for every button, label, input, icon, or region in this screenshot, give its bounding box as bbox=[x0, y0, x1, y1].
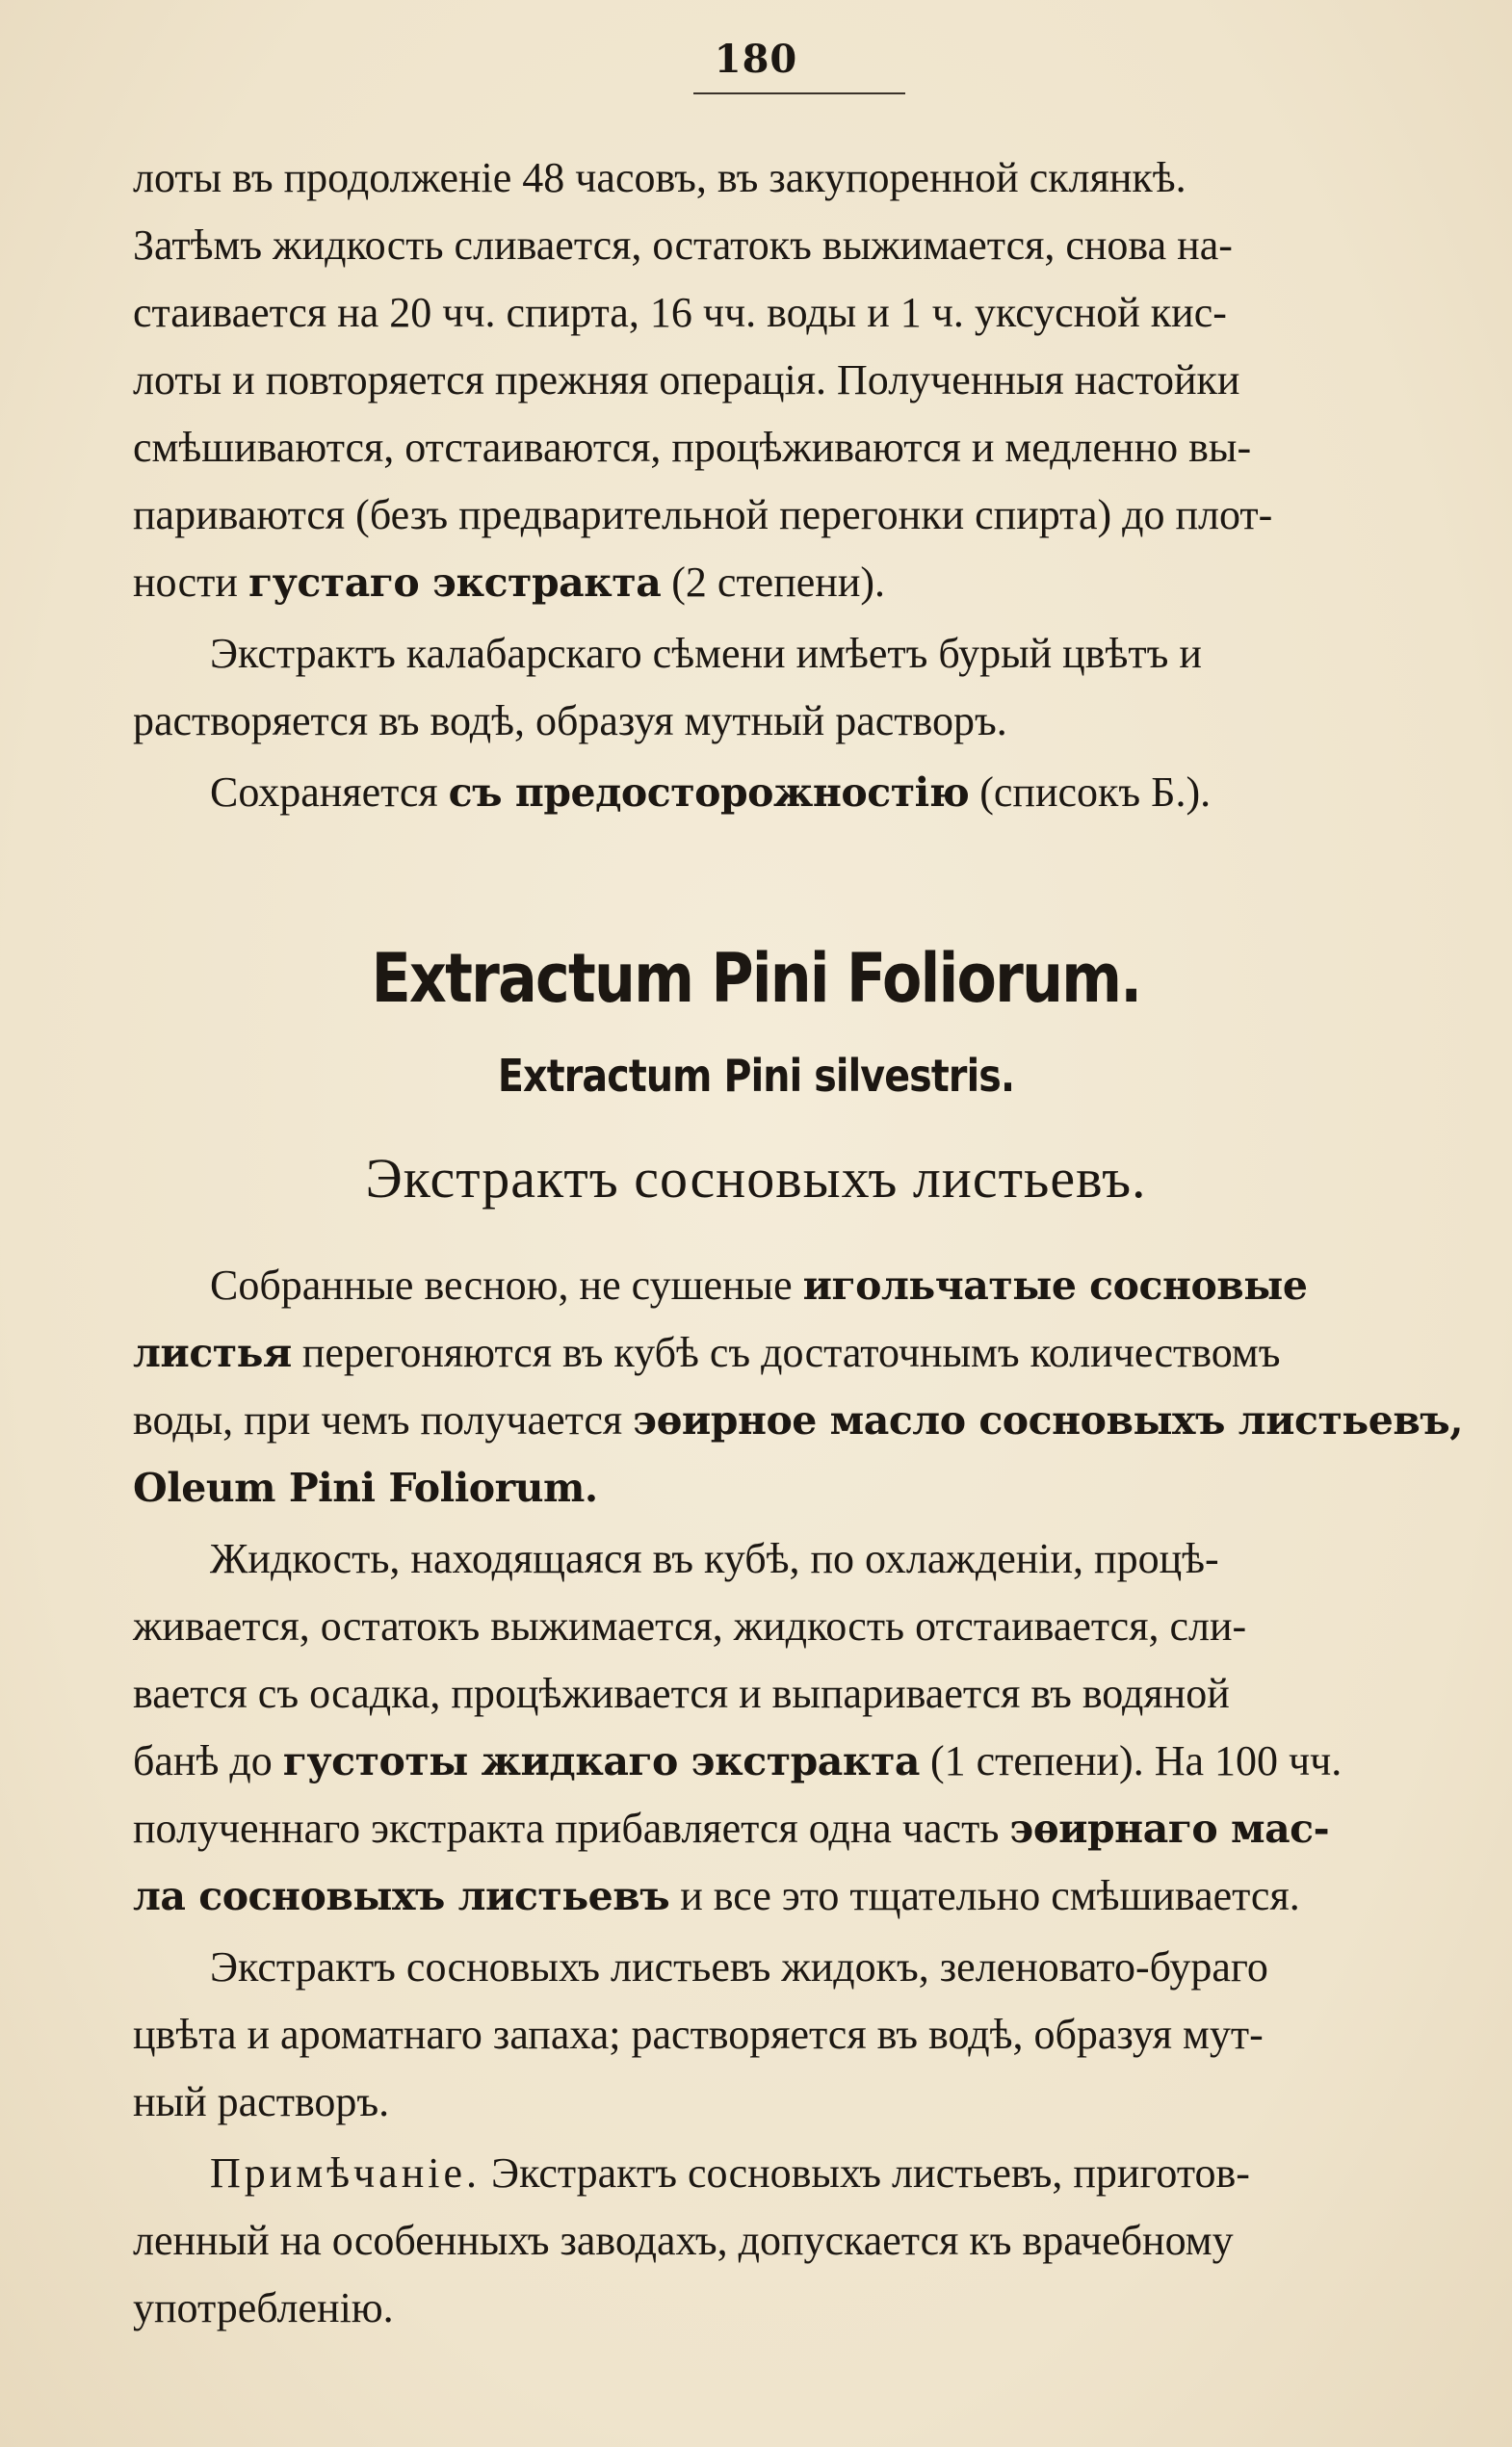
text-run: полученнаго экстракта прибавляется одна часть bbox=[133, 1805, 1010, 1852]
spaced-text: Примѣчаніе. bbox=[210, 2149, 482, 2197]
text-run: (1 степени). На 100 чч. bbox=[919, 1737, 1343, 1784]
page-number: 180 bbox=[714, 37, 798, 82]
paragraph bbox=[133, 2140, 1464, 2342]
text-run: лоты въ продолженіе 48 часовъ, въ закупоренной склянкѣ. bbox=[133, 154, 1186, 201]
text-run: ный растворъ. bbox=[133, 2078, 390, 2125]
text-run: воды, при чемъ получается bbox=[133, 1396, 634, 1444]
text-run: Жидкость, находящаяся въ кубѣ, по охлажденіи, процѣ- bbox=[210, 1535, 1219, 1582]
bold-text: Oleum Pini Foliorum. bbox=[133, 1465, 598, 1511]
header-rule bbox=[693, 92, 905, 94]
bold-text: эѳирное масло сосновыхъ листьевъ, bbox=[633, 1397, 1464, 1444]
paragraph bbox=[133, 1525, 1464, 1930]
continued-text bbox=[133, 144, 1464, 826]
text-line bbox=[133, 1795, 1464, 1862]
text-line bbox=[133, 1525, 1464, 1593]
section-body bbox=[133, 1252, 1464, 2342]
text-line bbox=[133, 1593, 1464, 1660]
text-line bbox=[133, 482, 1464, 549]
paragraph bbox=[133, 1934, 1464, 2136]
bold-text: листья bbox=[133, 1330, 292, 1376]
text-run: Экстрактъ калабарскаго сѣмени имѣетъ бурый цвѣтъ и bbox=[210, 630, 1202, 677]
bold-text: эѳирнаго мас- bbox=[1009, 1806, 1330, 1852]
text-line bbox=[133, 1387, 1464, 1454]
text-run: лоты и повторяется прежняя операція. Полученныя настойки bbox=[133, 356, 1240, 403]
text-run: употребленію. bbox=[133, 2284, 394, 2331]
bold-text: густоты жидкаго экстракта bbox=[282, 1738, 920, 1784]
text-run: Экстрактъ сосновыхъ листьевъ, приготов- bbox=[481, 2149, 1250, 2197]
text-line bbox=[133, 620, 1464, 688]
bold-text: игольчатые сосновые bbox=[802, 1263, 1308, 1309]
text-run: (списокъ Б.). bbox=[969, 768, 1212, 816]
text-line bbox=[133, 144, 1464, 212]
text-line bbox=[133, 1252, 1464, 1319]
paragraph-extract-description bbox=[133, 620, 1464, 755]
paragraph bbox=[133, 1252, 1464, 1522]
text-line bbox=[133, 2001, 1464, 2069]
text-run: банѣ до bbox=[133, 1737, 283, 1784]
text-line bbox=[133, 1728, 1464, 1795]
text-line bbox=[133, 2207, 1464, 2275]
bold-text: ла сосновыхъ листьевъ bbox=[133, 1873, 670, 1919]
text-run: Собранные весною, не сушеные bbox=[210, 1262, 803, 1309]
text-run: Экстрактъ сосновыхъ листьевъ жидокъ, зеленовато-бураго bbox=[210, 1943, 1268, 1991]
text-run: париваются (безъ предварительной перегонки спирта) до плот- bbox=[133, 491, 1273, 538]
text-line bbox=[133, 2275, 1464, 2342]
text-line bbox=[133, 347, 1464, 414]
paragraph-continued bbox=[133, 144, 1464, 616]
text-line bbox=[133, 2140, 1464, 2207]
text-run: и все это тщательно смѣшивается. bbox=[669, 1872, 1300, 1919]
text-run: стаивается на 20 чч. спирта, 16 чч. воды и 1 ч. уксусной кис- bbox=[133, 289, 1227, 336]
text-run: Сохраняется bbox=[210, 768, 449, 816]
text-line bbox=[133, 1934, 1464, 2001]
text-run: перегоняются въ кубѣ съ достаточнымъ количествомъ bbox=[291, 1329, 1281, 1376]
text-run: смѣшиваются, отстаиваются, процѣживаются и медленно вы- bbox=[133, 424, 1252, 471]
text-line bbox=[133, 1454, 1464, 1522]
text-run: растворяется въ водѣ, образуя мутный растворъ. bbox=[133, 697, 1007, 744]
text-run: вается съ осадка, процѣживается и выпаривается въ водяной bbox=[133, 1670, 1230, 1717]
text-run: живается, остатокъ выжимается, жидкость отстаивается, сли- bbox=[133, 1602, 1247, 1650]
text-line bbox=[133, 2069, 1464, 2136]
text-line bbox=[133, 1660, 1464, 1728]
section-subtitle-latin: Extractum Pini silvestris. bbox=[497, 1050, 1015, 1102]
paragraph-storage bbox=[133, 759, 1464, 826]
text-line bbox=[133, 759, 1464, 826]
text-run: ности bbox=[133, 559, 248, 606]
section-title-russian: Экстрактъ сосновыхъ листьевъ. bbox=[365, 1147, 1147, 1210]
text-line bbox=[133, 414, 1464, 482]
text-run: цвѣта и ароматнаго запаха; растворяется въ водѣ, образуя мут- bbox=[133, 2011, 1264, 2058]
text-line bbox=[133, 1862, 1464, 1930]
bold-text: съ предосторожностію bbox=[448, 769, 970, 816]
text-run: Затѣмъ жидкость сливается, остатокъ выжимается, снова на- bbox=[133, 221, 1233, 269]
text-run: (2 степени). bbox=[661, 559, 886, 606]
text-line bbox=[133, 688, 1464, 755]
text-run: ленный на особенныхъ заводахъ, допускается къ врачебному bbox=[133, 2217, 1234, 2264]
text-line bbox=[133, 1319, 1464, 1387]
bold-text: густаго экстракта bbox=[248, 560, 662, 606]
text-line bbox=[133, 549, 1464, 616]
section-title-latin: Extractum Pini Foliorum. bbox=[371, 939, 1141, 1018]
text-line bbox=[133, 212, 1464, 279]
text-line bbox=[133, 279, 1464, 347]
